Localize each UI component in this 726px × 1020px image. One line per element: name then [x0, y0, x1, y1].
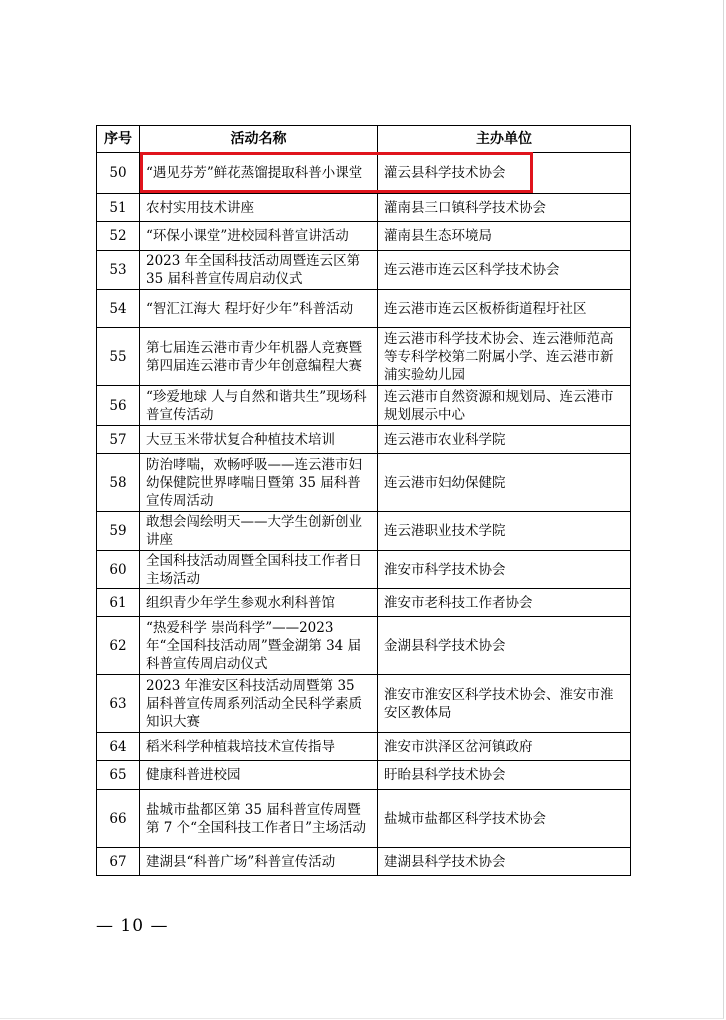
row-index: 66	[97, 790, 140, 848]
row-activity-name: 大豆玉米带状复合种植技术培训	[140, 426, 378, 454]
row-organizer: 连云港市科学技术协会、连云港师范高等专科学校第二附属小学、连云港市新浦实验幼儿园	[378, 328, 631, 386]
row-organizer: 盐城市盐都区科学技术协会	[378, 790, 631, 848]
row-activity-name: 防治哮喘，欢畅呼吸——连云港市妇幼保健院世界哮喘日暨第 35 届科普宣传周活动	[140, 454, 378, 512]
row-organizer: 灌南县生态环境局	[378, 222, 631, 251]
row-organizer: 建湖县科学技术协会	[378, 848, 631, 876]
row-index: 58	[97, 454, 140, 512]
row-activity-name: 全国科技活动周暨全国科技工作者日主场活动	[140, 551, 378, 589]
row-index: 55	[97, 328, 140, 386]
header-index: 序号	[97, 126, 140, 153]
row-index: 65	[97, 761, 140, 790]
row-activity-name: 组织青少年学生参观水利科普馆	[140, 589, 378, 617]
row-organizer: 连云港职业技术学院	[378, 512, 631, 551]
table-row	[97, 551, 631, 589]
row-index: 63	[97, 675, 140, 733]
table-row	[97, 733, 631, 761]
row-activity-name: 2023 年全国科技活动周暨连云区第 35 届科普宣传周启动仪式	[140, 251, 378, 290]
header-organizer: 主办单位	[378, 126, 631, 153]
row-organizer: 淮安市老科技工作者协会	[378, 589, 631, 617]
row-activity-name: 农村实用技术讲座	[140, 194, 378, 222]
row-index: 60	[97, 551, 140, 589]
table-row	[97, 153, 631, 194]
row-organizer: 灌云县科学技术协会	[378, 153, 631, 194]
row-activity-name: “珍爱地球 人与自然和谐共生”现场科普宣传活动	[140, 386, 378, 426]
table-row	[97, 761, 631, 790]
table-row	[97, 328, 631, 386]
row-activity-name: 建湖县“科普广场”科普宣传活动	[140, 848, 378, 876]
row-organizer: 灌南县三口镇科学技术协会	[378, 194, 631, 222]
row-index: 56	[97, 386, 140, 426]
table-row	[97, 675, 631, 733]
row-index: 52	[97, 222, 140, 251]
row-activity-name: 第七届连云港市青少年机器人竞赛暨第四届连云港市青少年创意编程大赛	[140, 328, 378, 386]
row-activity-name: 稻米科学种植栽培技术宣传指导	[140, 733, 378, 761]
table-row	[97, 386, 631, 426]
row-activity-name: 敢想会闯绘明天——大学生创新创业讲座	[140, 512, 378, 551]
row-activity-name: “环保小课堂”进校园科普宣讲活动	[140, 222, 378, 251]
table-row	[97, 426, 631, 454]
activity-table	[96, 125, 631, 876]
table-row	[97, 589, 631, 617]
row-organizer: 淮安市洪泽区岔河镇政府	[378, 733, 631, 761]
row-activity-name: 健康科普进校园	[140, 761, 378, 790]
table-row	[97, 617, 631, 675]
table-header-row	[97, 126, 631, 153]
table-row	[97, 512, 631, 551]
row-index: 51	[97, 194, 140, 222]
row-organizer: 连云港市妇幼保健院	[378, 454, 631, 512]
row-index: 64	[97, 733, 140, 761]
table-row	[97, 454, 631, 512]
row-organizer: 金湖县科学技术协会	[378, 617, 631, 675]
table-row	[97, 251, 631, 290]
row-index: 50	[97, 153, 140, 194]
row-organizer: 连云港市连云区科学技术协会	[378, 251, 631, 290]
row-organizer: 淮安市淮安区科学技术协会、淮安市淮安区教体局	[378, 675, 631, 733]
page-number: — 10 —	[96, 916, 169, 936]
row-organizer: 连云港市自然资源和规划局、连云港市规划展示中心	[378, 386, 631, 426]
row-organizer: 连云港市连云区板桥街道程圩社区	[378, 290, 631, 328]
row-index: 53	[97, 251, 140, 290]
table-row	[97, 290, 631, 328]
table-row	[97, 848, 631, 876]
row-activity-name: “热爱科学 崇尚科学”——2023 年“全国科技活动周”暨金湖第 34 届科普宣传周启动仪式	[140, 617, 378, 675]
row-activity-name: 2023 年淮安区科技活动周暨第 35 届科普宣传周系列活动全民科学素质知识大赛	[140, 675, 378, 733]
row-index: 59	[97, 512, 140, 551]
row-activity-name: “遇见芬芳”鲜花蒸馏提取科普小课堂	[140, 153, 378, 194]
row-organizer: 淮安市科学技术协会	[378, 551, 631, 589]
table-row	[97, 222, 631, 251]
row-index: 62	[97, 617, 140, 675]
header-activity-name: 活动名称	[140, 126, 378, 153]
row-activity-name: 盐城市盐都区第 35 届科普宣传周暨第 7 个“全国科技工作者日”主场活动	[140, 790, 378, 848]
row-index: 54	[97, 290, 140, 328]
row-activity-name: “智汇江海大 程圩好少年”科普活动	[140, 290, 378, 328]
table-row	[97, 194, 631, 222]
row-index: 57	[97, 426, 140, 454]
table-row	[97, 790, 631, 848]
row-organizer: 盱眙县科学技术协会	[378, 761, 631, 790]
row-organizer: 连云港市农业科学院	[378, 426, 631, 454]
row-index: 67	[97, 848, 140, 876]
row-index: 61	[97, 589, 140, 617]
